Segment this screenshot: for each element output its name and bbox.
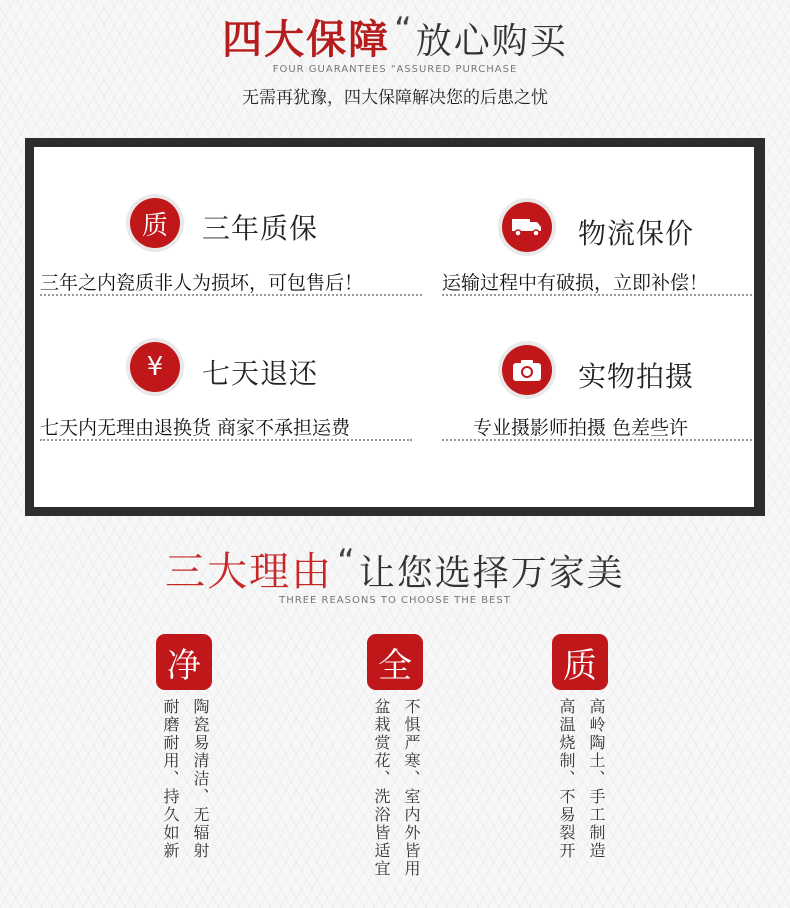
guarantee-title: 三年质保 bbox=[202, 212, 319, 245]
dotted-divider bbox=[40, 439, 412, 441]
subtitle-en: FOUR GUARANTEES "ASSURED PURCHASE bbox=[272, 64, 518, 75]
camera-icon bbox=[502, 345, 552, 395]
section-title-guarantees bbox=[0, 8, 790, 65]
guarantee-desc: 三年之内瓷质非人为损坏，可包售后！ bbox=[40, 272, 364, 294]
subtitle-en: THREE REASONS TO CHOOSE THE BEST bbox=[279, 595, 511, 606]
truck-icon bbox=[502, 202, 552, 252]
title-red: 四大保障 bbox=[222, 17, 391, 63]
guarantee-title: 实物拍摄 bbox=[578, 360, 695, 393]
quote-mark: “ bbox=[394, 10, 412, 50]
reason-text: 不惧严寒、室内外皆用 bbox=[402, 698, 421, 878]
dotted-divider bbox=[40, 294, 422, 296]
guarantee-desc: 七天内无理由退换货 商家不承担运费 bbox=[40, 417, 351, 439]
title-dark: 放心购买 bbox=[415, 21, 568, 62]
reason-tile-quality: 质 bbox=[552, 634, 608, 690]
title-red: 三大理由 bbox=[165, 549, 334, 595]
dotted-divider bbox=[442, 294, 752, 296]
reason-text: 高岭陶土、手工制造 bbox=[587, 698, 606, 860]
reason-text: 盆栽赏花、洗浴皆适宜 bbox=[372, 698, 391, 878]
quote-mark: “ bbox=[337, 542, 355, 582]
dotted-divider bbox=[442, 439, 752, 441]
guarantee-title: 物流保价 bbox=[578, 217, 695, 250]
reason-text: 高温烧制、不易裂开 bbox=[557, 698, 576, 860]
reason-text: 陶瓷易清洁、无辐射 bbox=[191, 698, 210, 860]
title-dark: 让您选择万家美 bbox=[358, 553, 625, 594]
yuan-icon: ¥ bbox=[130, 342, 180, 392]
tagline: 无需再犹豫，四大保障解决您的后患之忧 bbox=[242, 88, 548, 108]
reason-tile-complete: 全 bbox=[367, 634, 423, 690]
guarantee-title: 七天退还 bbox=[202, 357, 319, 390]
guarantee-desc: 运输过程中有破损，立即补偿！ bbox=[442, 272, 709, 294]
reason-tile-clean: 净 bbox=[156, 634, 212, 690]
reason-text: 耐磨耐用、持久如新 bbox=[161, 698, 180, 860]
section-title-reasons bbox=[0, 540, 790, 597]
guarantee-desc: 专业摄影师拍摄 色差些许 bbox=[473, 417, 689, 439]
quality-icon: 质 bbox=[130, 198, 180, 248]
